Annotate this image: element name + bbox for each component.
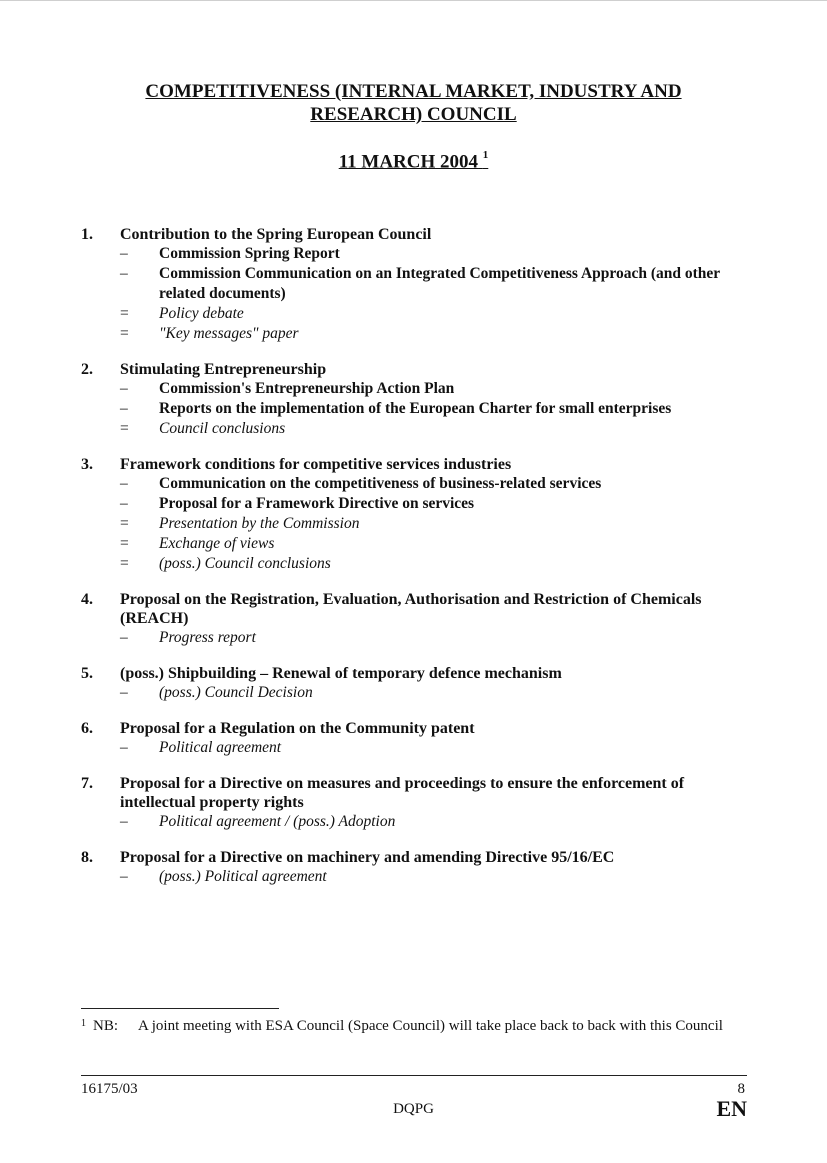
agenda-list [0,225,827,903]
department-code: DQPG [393,1101,434,1117]
agenda-item [0,664,827,703]
equals-marker: = [120,420,129,437]
page-number: 8 [737,1081,745,1097]
agenda-item-number: 1. [81,226,93,243]
agenda-item [0,774,827,832]
agenda-item [0,719,827,758]
agenda-subitem-text: (poss.) Council Decision [159,684,313,701]
equals-marker: = [120,555,129,572]
agenda-subitem [120,494,740,514]
agenda-subitem-text: Council conclusions [159,420,286,437]
agenda-subitem [120,324,740,344]
date-footnote-marker: 1 [482,149,489,161]
language-code: EN [716,1096,747,1121]
agenda-subitem [120,554,740,574]
agenda-subitem-text: Exchange of views [159,535,275,552]
agenda-subitem [120,264,740,304]
agenda-subitem-text: Commission's Entrepreneurship Action Plan [159,380,455,397]
agenda-item [0,590,827,648]
equals-marker: = [120,515,129,532]
agenda-item-number: 3. [81,456,93,473]
agenda-subitem [120,304,740,324]
footer-divider [81,1075,747,1076]
footnote-text: A joint meeting with ESA Council (Space Council) will take place back to back with this Council [138,1018,723,1034]
agenda-subitem-text: Reports on the implementation of the European Charter for small enterprises [159,400,672,417]
agenda-subitem [120,399,740,419]
agenda-subitem-text: "Key messages" paper [159,325,299,342]
agenda-subitem [120,867,740,887]
title-line-1: COMPETITIVENESS (INTERNAL MARKET, INDUSTRY AND [145,81,682,102]
agenda-item-number: 6. [81,720,93,737]
agenda-item [0,848,827,887]
agenda-subitem [120,419,740,439]
agenda-item-heading: Framework conditions for competitive services industries [120,456,512,473]
meeting-date-text: 11 MARCH 2004 [338,151,479,173]
dash-marker: – [120,265,128,282]
title-line-2: RESEARCH) COUNCIL [310,104,517,125]
dash-marker: – [120,868,128,885]
agenda-item-heading: Stimulating Entrepreneurship [120,361,327,378]
agenda-subitem-text: Political agreement / (poss.) Adoption [159,813,396,830]
dash-marker: – [120,380,128,397]
agenda-item-number: 4. [81,591,93,608]
agenda-subitem-text: Proposal for a Framework Directive on services [159,495,475,512]
agenda-item-heading: Proposal for a Directive on measures and proceedings to ensure the enforcement of intellectual property rights [120,775,685,811]
agenda-subitem-text: (poss.) Council conclusions [159,555,331,572]
agenda-subitem-text: Presentation by the Commission [159,515,360,532]
agenda-subitem [120,628,740,648]
dash-marker: – [120,245,128,262]
page-title [0,80,827,126]
dash-marker: – [120,684,128,701]
agenda-item-number: 8. [81,849,93,866]
agenda-subitem-text: Policy debate [159,305,244,322]
agenda-subitem [120,534,740,554]
footnote-marker: 1 [81,1018,86,1029]
agenda-item [0,360,827,439]
footnote [81,1017,741,1036]
agenda-item-heading: Proposal for a Regulation on the Community patent [120,720,475,737]
agenda-item-heading: Proposal for a Directive on machinery and amending Directive 95/16/EC [120,849,615,866]
agenda-subitem [120,244,740,264]
agenda-subitem-text: Commission Spring Report [159,245,340,262]
agenda-subitem [120,379,740,399]
agenda-subitem-text: Communication on the competitiveness of business-related services [159,475,602,492]
agenda-subitem [120,683,740,703]
dash-marker: – [120,739,128,756]
agenda-subitem [120,738,740,758]
agenda-subitem-text: Commission Communication on an Integrated Competitiveness Approach (and other related documents) [159,265,720,302]
equals-marker: = [120,305,129,322]
dash-marker: – [120,629,128,646]
agenda-subitem [120,474,740,494]
top-edge-line [0,0,827,1]
agenda-subitem-text: Political agreement [159,739,282,756]
agenda-subitem-text: Progress report [159,629,256,646]
agenda-item-heading: Contribution to the Spring European Council [120,226,432,243]
dash-marker: – [120,813,128,830]
agenda-subitem [120,812,740,832]
dash-marker: – [120,400,128,417]
agenda-subitem [120,514,740,534]
equals-marker: = [120,535,129,552]
agenda-subitem-text: (poss.) Political agreement [159,868,327,885]
meeting-date [0,146,827,173]
agenda-item-number: 5. [81,665,93,682]
footnote-label: NB: [93,1018,119,1034]
agenda-item [0,225,827,344]
agenda-item [0,455,827,574]
document-reference: 16175/03 [81,1081,138,1097]
dash-marker: – [120,475,128,492]
agenda-item-heading: (poss.) Shipbuilding – Renewal of temporary defence mechanism [120,665,562,682]
agenda-item-number: 7. [81,775,93,792]
agenda-item-heading: Proposal on the Registration, Evaluation, Authorisation and Restriction of Chemicals (REACH) [120,591,702,627]
agenda-item-number: 2. [81,361,93,378]
footnote-divider [81,1008,279,1009]
dash-marker: – [120,495,128,512]
equals-marker: = [120,325,129,342]
